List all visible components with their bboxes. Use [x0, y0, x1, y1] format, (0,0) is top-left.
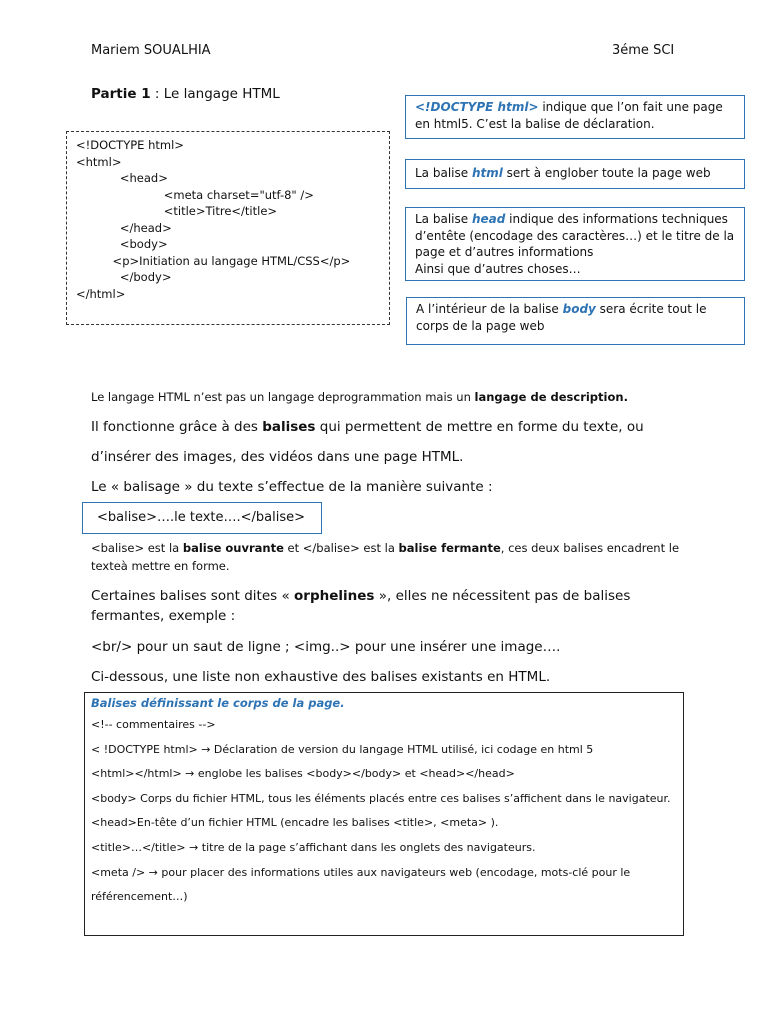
- code-line: <head>: [76, 171, 168, 185]
- paragraph: [91, 417, 691, 437]
- text: Il fonctionne grâce à des: [91, 419, 263, 435]
- code-line: </html>: [76, 286, 126, 301]
- code-example-box: [66, 131, 390, 325]
- note-keyword: body: [562, 302, 596, 316]
- bold-text: balise fermante: [398, 541, 501, 555]
- paragraph: [91, 539, 681, 575]
- text: qui permettent de mettre en forme du texte, ou: [315, 419, 644, 435]
- note-text: sert à englober toute la page web: [502, 166, 711, 180]
- text: <balise> est la: [91, 541, 183, 555]
- code-line: <meta charset="utf-8" />: [76, 187, 314, 202]
- text: et </balise> est la: [283, 541, 399, 555]
- list-item: <title>…</title> → titre de la page s’affichant dans les onglets des navigateurs.: [91, 840, 536, 854]
- paragraph: [91, 586, 651, 626]
- note-keyword: html: [471, 166, 503, 180]
- note-text: sera écrite tout le corps de la page web: [416, 302, 707, 333]
- note-keyword: head: [471, 212, 506, 226]
- list-item: <head>En-tête d’un fichier HTML (encadre les balises <title>, <meta> ).: [91, 816, 499, 830]
- list-item: <meta /> → pour placer des informations utiles aux navigateurs web (encodage, mots-clé pour le référencement…): [91, 865, 631, 903]
- text: Le langage HTML n’est pas un langage deprogrammation mais un: [91, 390, 475, 404]
- class-label: 3éme SCI: [612, 43, 675, 58]
- note-text: indique des informations techniques d’entête (encodage des caractères…) et le titre de la page et d’autres informations: [415, 212, 735, 259]
- list-item: <!-- commentaires -->: [91, 718, 216, 731]
- paragraph: d’insérer des images, des vidéos dans une page HTML.: [91, 449, 464, 465]
- list-item: <body> Corps du fichier HTML, tous les éléments placés entre ces balises s’affichent dans le navigateur.: [91, 791, 671, 805]
- note-head: [405, 207, 745, 281]
- tag-list-box: [84, 692, 684, 936]
- section-title-rest: : Le langage HTML: [150, 86, 280, 102]
- author-name: Mariem SOUALHIA: [91, 43, 211, 58]
- note-keyword: <!DOCTYPE html>: [415, 100, 539, 114]
- bold-text: orphelines: [294, 588, 375, 604]
- bold-text: langage de description.: [474, 390, 628, 404]
- note-text: A l’intérieur de la balise: [416, 302, 563, 316]
- list-item: <html></html> → englobe les balises <body></body> et <head></head>: [91, 767, 515, 781]
- note-body: [406, 297, 745, 345]
- bold-text: balises: [262, 419, 316, 435]
- section-title-bold: Partie 1: [91, 86, 151, 102]
- code-line: <title>Titre</title>: [76, 204, 278, 218]
- code-line: <html>: [76, 154, 122, 169]
- paragraph: [91, 388, 691, 406]
- code-line: <!DOCTYPE html>: [76, 138, 184, 152]
- note-text: indique que l’on fait une page en html5. C’est la balise de déclaration.: [415, 100, 723, 131]
- text: Certaines balises sont dites «: [91, 588, 295, 604]
- list-title: Balises définissant le corps de la page.: [91, 696, 345, 710]
- code-line: <body>: [76, 237, 168, 251]
- list-item: < !DOCTYPE html> → Déclaration de version du langage HTML utilisé, ici codage en html 5: [91, 742, 594, 756]
- note-text: Ainsi que d’autres choses…: [415, 261, 581, 276]
- section-title: [91, 86, 280, 102]
- note-doctype: [405, 95, 745, 139]
- text: , ces deux balises encadrent le texteà mettre en forme.: [91, 541, 680, 573]
- text: », elles ne nécessitent pas de balises fermantes, exemple :: [91, 588, 631, 624]
- note-text: La balise: [415, 212, 472, 226]
- bold-text: balise ouvrante: [182, 541, 284, 555]
- code-line: </head>: [76, 220, 172, 235]
- syntax-example-box: <balise>….le texte….</balise>: [82, 502, 322, 534]
- note-text: La balise: [415, 166, 472, 180]
- paragraph: Le « balisage » du texte s’effectue de la manière suivante :: [91, 479, 493, 495]
- paragraph: Ci-dessous, une liste non exhaustive des balises existants en HTML.: [91, 669, 551, 685]
- code-line: <p>Initiation au langage HTML/CSS</p>: [76, 253, 351, 268]
- paragraph: <br/> pour un saut de ligne ; <img..> pour une insérer une image….: [91, 639, 561, 655]
- code-line: </body>: [76, 270, 172, 284]
- note-html: [405, 159, 745, 189]
